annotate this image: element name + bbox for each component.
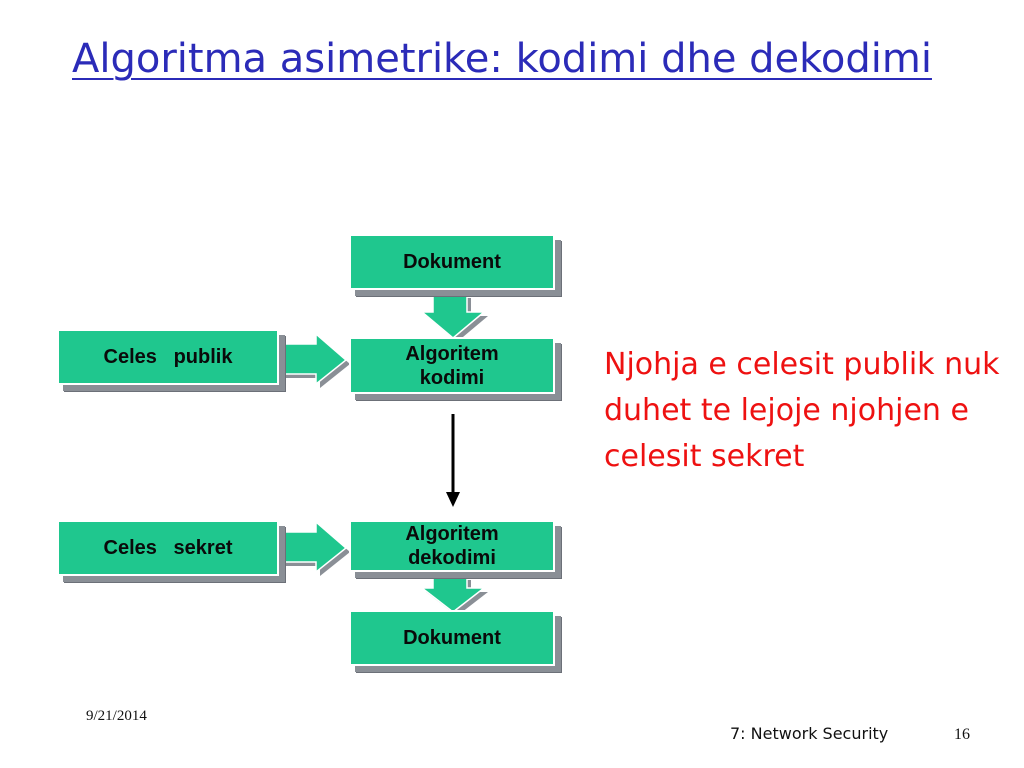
arrow-down-top [422, 294, 484, 338]
document-bottom-label: Dokument [403, 627, 501, 649]
slide-title: Algoritma asimetrike: kodimi dhe dekodimi [72, 36, 932, 82]
document-bottom-box [349, 610, 555, 666]
document-top-label: Dokument [403, 251, 501, 273]
side-note: Njohja e celesit publik nuk duhet te lejoje njohjen e celesit sekret [604, 347, 1000, 474]
encryption-algorithm-box [349, 337, 555, 394]
secret-key-label: Celes sekret [103, 537, 233, 559]
decryption-algorithm-box [349, 520, 555, 572]
footer-page-number: 16 [954, 726, 970, 743]
footer-date: 9/21/2014 [86, 708, 147, 724]
arrow-down-bottom [422, 576, 484, 612]
connector-arrowhead [446, 492, 460, 507]
document-top-box [349, 234, 555, 290]
decryption-algorithm-label: Algoritem dekodimi [405, 523, 499, 569]
public-key-label: Celes publik [103, 346, 233, 368]
footer-course: 7: Network Security [730, 724, 889, 743]
encryption-algorithm-label: Algoritem kodimi [405, 342, 499, 389]
secret-key-box [57, 520, 279, 576]
public-key-box [57, 329, 279, 385]
